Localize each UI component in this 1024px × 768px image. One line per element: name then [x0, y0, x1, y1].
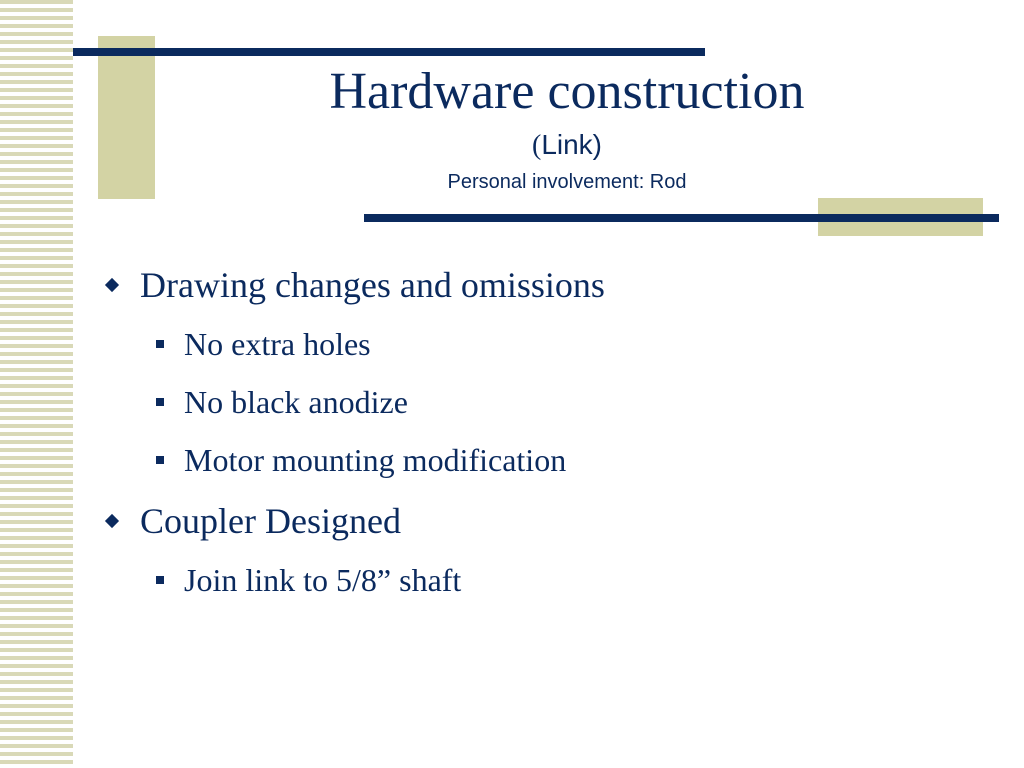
- bullet-level1: [105, 265, 605, 305]
- square-bullet-icon: [156, 456, 164, 464]
- bullet-level2: [156, 562, 461, 598]
- subtitle-paren: (: [531, 130, 542, 161]
- subtitle-link: Link): [541, 129, 603, 160]
- bullet-level1: [105, 501, 401, 541]
- slide-title: Hardware construction: [329, 63, 805, 120]
- bullet-text: No extra holes: [184, 325, 371, 362]
- bullet-level2: [156, 326, 371, 362]
- bottom-rule: [364, 214, 999, 222]
- bullet-text: Motor mounting modification: [184, 441, 567, 478]
- accent-block-top-left: [98, 36, 155, 199]
- diamond-bullet-icon: [105, 278, 120, 293]
- diamond-bullet-icon: [105, 514, 120, 529]
- slide-subtitle-involvement: Personal involvement: Rod: [447, 171, 687, 193]
- top-rule: [73, 48, 705, 56]
- bullet-level2: [156, 384, 408, 420]
- square-bullet-icon: [156, 398, 164, 406]
- decorative-stripe-band: [0, 0, 73, 768]
- bullet-text: Drawing changes and omissions: [140, 265, 605, 305]
- bullet-text: Join link to 5/8” shaft: [184, 561, 462, 598]
- slide-subtitle: [300, 131, 834, 160]
- square-bullet-icon: [156, 576, 164, 584]
- bullet-text: Coupler Designed: [140, 501, 401, 541]
- bullet-text: No black anodize: [184, 383, 408, 420]
- bullet-level2: [156, 442, 566, 478]
- square-bullet-icon: [156, 340, 164, 348]
